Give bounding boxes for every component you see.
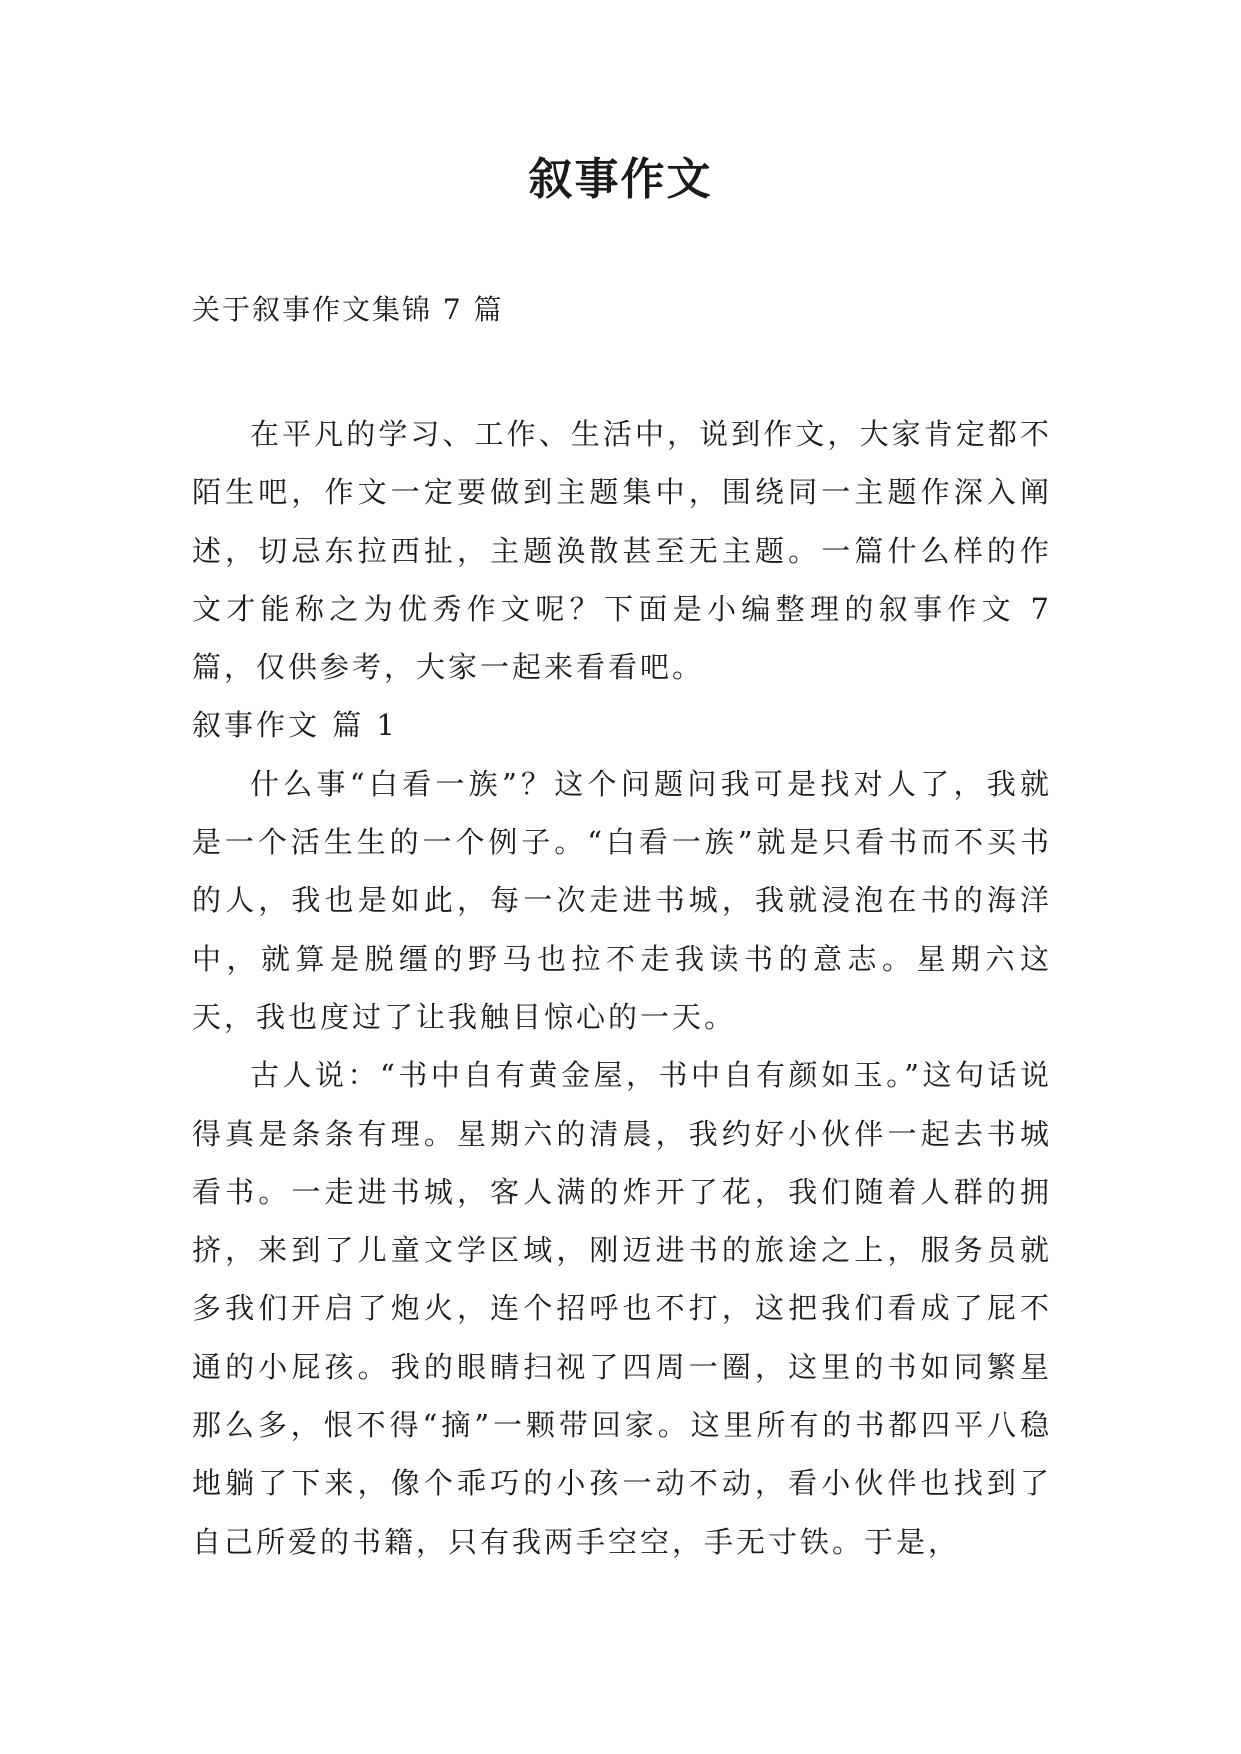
document-body: [192, 405, 1052, 1571]
document-subtitle: 关于叙事作文集锦 7 篇: [192, 293, 504, 326]
intro-paragraph: 在平凡的学习、工作、生活中，说到作文，大家肯定都不陌生吧，作文一定要做到主题集中，围绕同一主题作深入阐述，切忌东拉西扯，主题涣散甚至无主题。一篇什么样的作文才能称之为优秀作文呢？下面是小编整理的叙事作文 7 篇，仅供参考，大家一起来看看吧。: [192, 417, 1052, 685]
document-title: 叙事作文: [528, 154, 713, 205]
body-paragraph: 古人说：“书中自有黄金屋，书中自有颜如玉。”这句话说得真是条条有理。星期六的清晨，我约好小伙伴一起去书城看书。一走进书城，客人满的炸开了花，我们随着人群的拥挤，来到了儿童文学区域，刚迈进书的旅途之上，服务员就多我们开启了炮火，连个招呼也不打，这把我们看成了屁不通的小屁孩。我的眼睛扫视了四周一圈，这里的书如同繁星那么多，恨不得“摘”一颗带回家。这里所有的书都四平八稳地躺了下来，像个乖巧的小孩一动不动，看小伙伴也找到了自己所爱的书籍，只有我两手空空，手无寸铁。于是，: [192, 1058, 1052, 1559]
section-heading: 叙事作文 篇 1: [192, 708, 398, 743]
body-paragraph: 什么事“白看一族”？这个问题问我可是找对人了，我就是一个活生生的一个例子。“白看一族”就是只看书而不买书的人，我也是如此，每一次走进书城，我就浸泡在书的海洋中，就算是脱缰的野马也拉不走我读书的意志。星期六这天，我也度过了让我触目惊心的一天。: [192, 766, 1052, 1034]
